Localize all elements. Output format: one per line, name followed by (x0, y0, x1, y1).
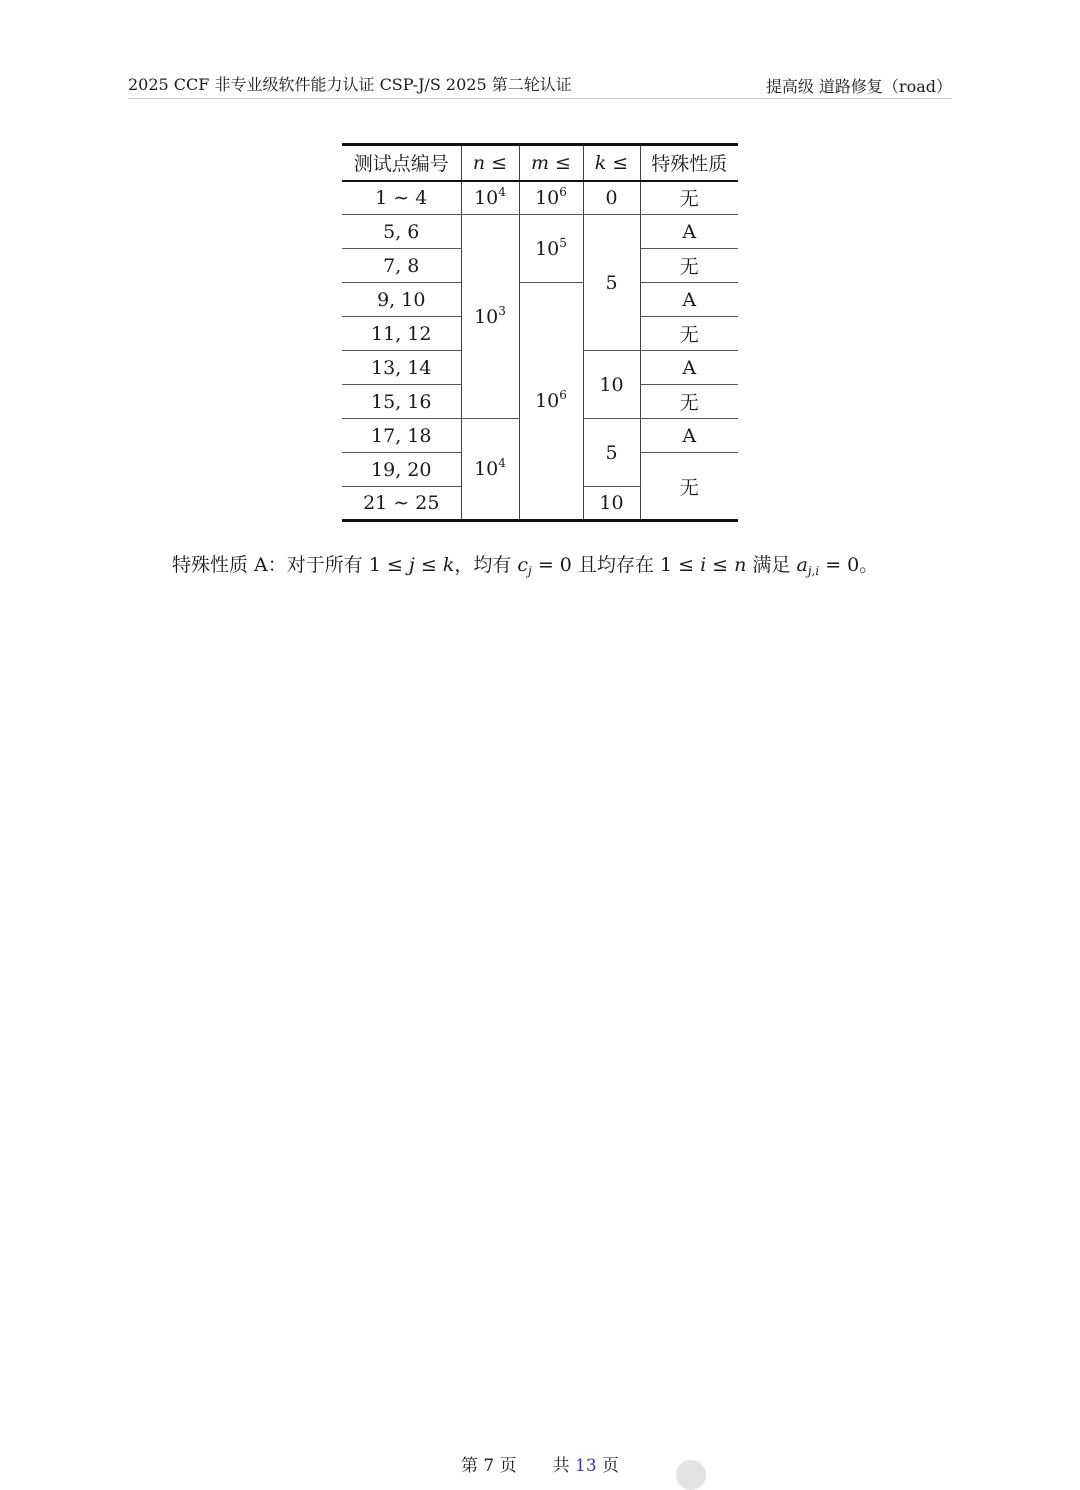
cell-property: A (640, 351, 738, 385)
cell-testcase: 5, 6 (342, 215, 461, 249)
cell-property: 无 (640, 181, 738, 215)
col-header-m: m ≤ (519, 145, 583, 181)
table-header-row (342, 145, 738, 181)
cell-property: A (640, 215, 738, 249)
cell-property: 无 (640, 317, 738, 351)
cell-testcase: 19, 20 (342, 453, 461, 487)
cell-property: 无 (640, 453, 738, 521)
cell-testcase: 13, 14 (342, 351, 461, 385)
table-row (342, 283, 738, 317)
cell-property: 无 (640, 385, 738, 419)
cell-testcase: 21 ∼ 25 (342, 487, 461, 521)
cell-property: A (640, 283, 738, 317)
total-pages: 共 13 页 (552, 1456, 620, 1476)
cell-m: $10^6$ (519, 181, 583, 215)
page-header (128, 70, 952, 99)
col-header-property: 特殊性质 (640, 145, 738, 181)
header-title: 2025 CCF 非专业级软件能力认证 CSP-J/S 2025 第二轮认证 (128, 75, 572, 94)
cell-k: 10 (583, 351, 640, 419)
table-row (342, 181, 738, 215)
page-number: 第 7 页 (460, 1456, 517, 1476)
cell-n: $10^3$ (461, 215, 519, 419)
cell-testcase: 9, 10 (342, 283, 461, 317)
col-header-n: n ≤ (461, 145, 519, 181)
header-problem-name: 提高级 道路修复（road） (765, 77, 952, 96)
col-header-testcase: 测试点编号 (342, 145, 461, 181)
special-property-note: 特殊性质 A：对于所有 1 ≤ j ≤ k，均有 $c_j = 0$ 且均存在 1 ≤ i ≤ n 满足 $a_{j,i} = 0$。 (172, 554, 879, 578)
cell-property: A (640, 419, 738, 453)
cell-m: $10^5$ (519, 215, 583, 283)
cell-n: $10^4$ (461, 419, 519, 521)
col-header-k: k ≤ (583, 145, 640, 181)
cell-testcase: 15, 16 (342, 385, 461, 419)
cell-testcase: 11, 12 (342, 317, 461, 351)
table-row (342, 215, 738, 249)
cell-testcase: 7, 8 (342, 249, 461, 283)
cell-k: 10 (583, 487, 640, 521)
cell-k: 5 (583, 419, 640, 487)
watermark-icon (676, 1460, 706, 1490)
cell-property: 无 (640, 249, 738, 283)
cell-k: 5 (583, 215, 640, 351)
cell-k: 0 (583, 181, 640, 215)
cell-n: $10^4$ (461, 181, 519, 215)
cell-testcase: 1 ∼ 4 (342, 181, 461, 215)
cell-m: $10^6$ (519, 283, 583, 521)
cell-testcase: 17, 18 (342, 419, 461, 453)
page-footer (0, 1451, 1080, 1476)
subtask-table (342, 143, 738, 522)
